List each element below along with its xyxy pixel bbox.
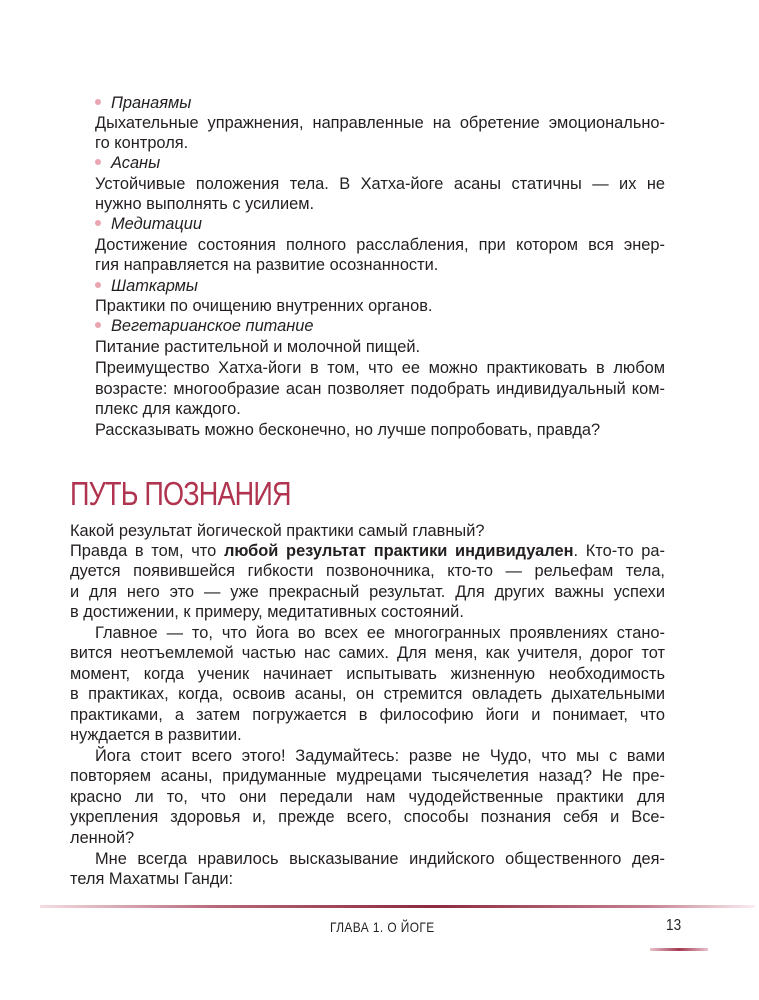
paragraph-line: Главное — то, что йога во всех ее многогранных проявлениях стано-	[95, 624, 665, 642]
paragraph-line: нуждается в развитии.	[70, 726, 242, 744]
paragraph-line: возрасте: многообразие асан позволяет подобрать индивидуальный ком-	[95, 380, 665, 398]
bullet-text-line: нужно выполнять с усилием.	[95, 195, 315, 213]
paragraph-line: плекс для каждого.	[95, 400, 241, 418]
bullet-text-line: гия направляется на развитие осознанности.	[95, 256, 439, 274]
bullet-text-line: Дыхательные упражнения, направленные на обретение эмоционально-	[95, 114, 665, 132]
paragraph-line: в достижении, к примеру, медитативных состояний.	[70, 603, 464, 621]
bullet-dot	[95, 322, 101, 328]
bullet-dot	[95, 99, 101, 105]
question-line: Какой результат йогической практики самый главный?	[70, 522, 485, 540]
bullet-title-meditation: Медитации	[95, 214, 202, 234]
paragraph-line: и для него это — уже прекрасный результат. Для других важны успехи	[70, 583, 665, 601]
footer-divider	[40, 905, 755, 908]
emphasis-text: любой результат практики индивидуален	[223, 542, 574, 560]
paragraph-line: красно ли то, что они передали нам чудодейственные практики для	[70, 788, 665, 806]
paragraph-line: дуется появившейся гибкости позвоночника, кто-то — рельефам тела,	[70, 562, 665, 580]
bullet-title-asanas: Асаны	[95, 153, 160, 173]
paragraph-line: укрепления здоровья и, прежде всего, способы познания себя и Все-	[70, 808, 665, 826]
paragraph-line: ленной?	[70, 829, 135, 847]
bullet-title-vegetarian: Вегетарианское питание	[95, 316, 314, 336]
bullet-text-line: Устойчивые положения тела. В Хатха-йоге асаны статичны — их не	[95, 175, 665, 193]
bullet-dot	[95, 220, 101, 226]
bullet-text-line: Практики по очищению внутренних органов.	[95, 297, 433, 315]
section-heading: ПУТЬ ПОЗНАНИЯ	[70, 475, 291, 512]
paragraph-line: теля Махатмы Ганди:	[70, 870, 234, 888]
bullet-title-shatkarma: Шаткармы	[95, 276, 198, 296]
paragraph-line: Преимущество Хатха-йоги в том, что ее можно практиковать в любом	[95, 359, 665, 377]
bullet-dot	[95, 159, 101, 165]
paragraph-line: повторяем асаны, придуманные мудрецами тысячелетия назад? Не пре-	[70, 767, 665, 785]
paragraph-line: Йога стоит всего этого! Задумайтесь: разве не Чудо, что мы с вами	[95, 747, 665, 765]
page-number-underline	[650, 948, 708, 951]
paragraph-line: момент, когда ученик начинает испытывать жизненную необходимость	[70, 665, 665, 683]
truth-line-first: Правда в том, что любой результат практики индивидуален. Кто-то ра-	[70, 542, 665, 560]
bullet-title-pranayama: Пранаямы	[95, 93, 191, 113]
paragraph-line: Рассказывать можно бесконечно, но лучше попробовать, правда?	[95, 421, 601, 439]
bullet-dot	[95, 282, 101, 288]
running-footer-chapter: ГЛАВА 1. О ЙОГЕ	[330, 919, 435, 935]
paragraph-line: практиками, а затем погружается в философию йоги и понимает, что	[70, 706, 665, 724]
bullet-text-line: Питание растительной и молочной пищей.	[95, 338, 421, 356]
bullet-text-line: го контроля.	[95, 134, 189, 152]
bullet-text-line: Достижение состояния полного расслабления, при котором вся энер-	[95, 236, 665, 254]
paragraph-line: вится неотъемлемой частью нас самих. Для меня, как учителя, дорог тот	[70, 644, 665, 662]
paragraph-line: Мне всегда нравилось высказывание индийского общественного дея-	[95, 850, 665, 868]
page-number: 13	[666, 917, 682, 934]
paragraph-line: в практиках, когда, освоив асаны, он стремится овладеть дыхательными	[70, 685, 665, 703]
